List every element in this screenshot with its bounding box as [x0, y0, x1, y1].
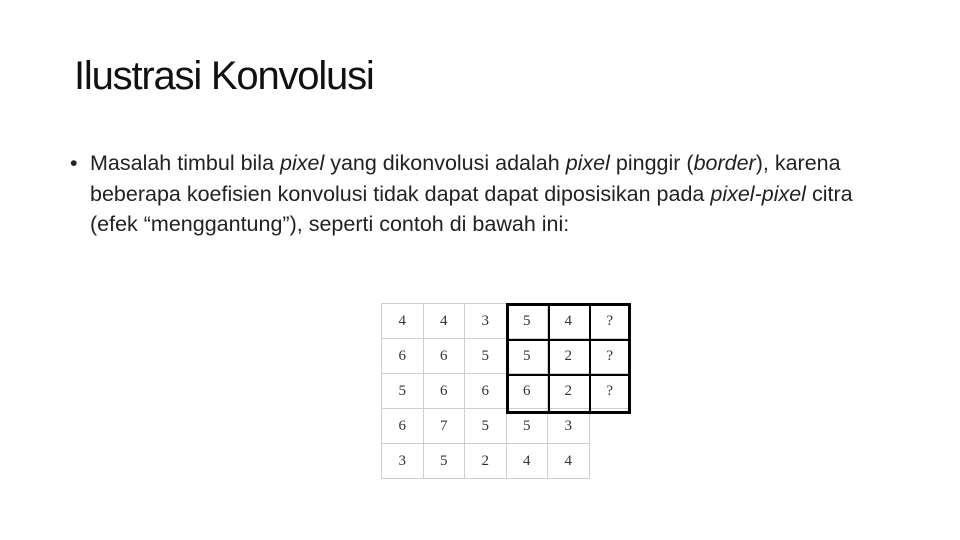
grid-cell: 2 [548, 339, 590, 374]
grid-cell: 5 [465, 339, 507, 374]
grid-cell: 2 [465, 444, 507, 479]
bullet-text [90, 151, 853, 236]
bullet-text-segment: ), karena beberapa koefisien konvolusi tidak dapat dapat diposisikan pada [90, 151, 841, 206]
bullet-text-segment: citra (efek “menggantung”), seperti contoh di bawah ini: [90, 181, 853, 236]
grid-cell: 6 [382, 339, 424, 374]
grid-cell: ? [589, 304, 631, 339]
grid-cell: 5 [506, 409, 548, 444]
bullet-text-segment: pinggir ( [609, 151, 694, 175]
grid-cell: 2 [548, 374, 590, 409]
grid-cell: 5 [465, 409, 507, 444]
bullet-text-segment: pixel-pixel [710, 181, 806, 206]
pixel-grid [381, 303, 631, 479]
grid-cell: 5 [423, 444, 465, 479]
bullet-text-segment: yang dikonvolusi adalah [324, 151, 566, 175]
grid-cell: 4 [548, 444, 590, 479]
grid-cell: 3 [382, 444, 424, 479]
grid-cell: ? [589, 374, 631, 409]
grid-cell: 7 [423, 409, 465, 444]
bullet-text-segment: pixel [565, 151, 610, 175]
grid-cell: 6 [465, 374, 507, 409]
grid-row [382, 409, 631, 444]
grid-cell: 6 [423, 339, 465, 374]
slide-title: Ilustrasi Konvolusi [74, 54, 374, 98]
grid-cell: 5 [382, 374, 424, 409]
bullet-dot-icon: • [70, 151, 78, 175]
grid-cell: 6 [506, 374, 548, 409]
grid-cell: 4 [382, 304, 424, 339]
bullet-text-segment: pixel [280, 151, 325, 175]
pixel-grid-illustration [381, 303, 631, 482]
grid-cell: 3 [548, 409, 590, 444]
grid-cell: ? [589, 339, 631, 374]
bullet-point [70, 148, 890, 240]
grid-cell: 6 [382, 409, 424, 444]
grid-cell: 5 [506, 304, 548, 339]
grid-cell: 4 [506, 444, 548, 479]
grid-cell: 6 [423, 374, 465, 409]
grid-cell: 3 [465, 304, 507, 339]
grid-cell-empty [589, 409, 631, 444]
grid-row [382, 374, 631, 409]
grid-row [382, 444, 631, 479]
bullet-text-segment: border [693, 151, 756, 175]
bullet-text-segment: Masalah timbul bila [90, 151, 281, 175]
grid-cell-empty [589, 444, 631, 479]
grid-cell: 5 [506, 339, 548, 374]
grid-row [382, 339, 631, 374]
grid-cell: 4 [548, 304, 590, 339]
grid-cell: 4 [423, 304, 465, 339]
grid-row [382, 304, 631, 339]
